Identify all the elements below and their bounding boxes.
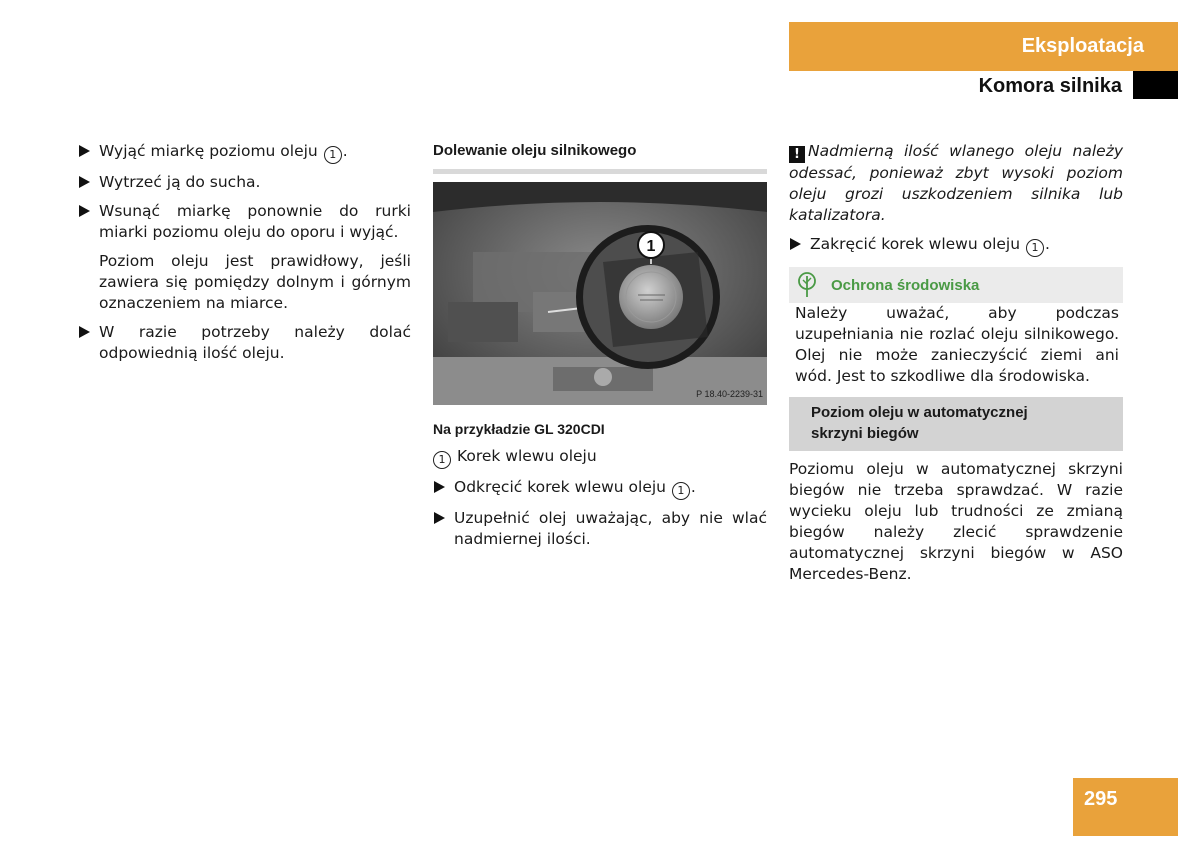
engine-photo xyxy=(433,182,767,405)
image-caption: Na przykładzie GL 320CDI xyxy=(433,421,605,437)
callout-number: 1 xyxy=(1026,239,1044,257)
callout-number: 1 xyxy=(324,146,342,164)
bullet-triangle-icon xyxy=(790,238,801,250)
step-insert-dipstick: Wsunąć miarkę ponownie do rurki miarki poziomu oleju do oporu i wyjąć. xyxy=(78,201,411,243)
legend-text: Korek wlewu oleju xyxy=(456,447,597,465)
column-2 xyxy=(433,141,767,558)
section-heading: Dolewanie oleju silnikowego xyxy=(433,142,637,159)
bullet-triangle-icon xyxy=(434,512,445,524)
step-close-cap: Zakręcić korek wlewu oleju 1 . xyxy=(789,234,1123,257)
page-number: 295 xyxy=(1073,778,1178,836)
image-code: P 18.40-2239-31 xyxy=(696,389,763,399)
subsection-title: Komora silnika xyxy=(978,75,1122,97)
bullet-triangle-icon xyxy=(79,145,90,157)
subsection-marker xyxy=(1133,71,1178,99)
legend-number: 1 xyxy=(433,451,451,469)
warning-note: ! Nadmierną ilość wlanego oleju należy odessać, ponieważ zbyt wysoki poziom oleju grozi uszkodzeniem silnika lub katalizatora. xyxy=(789,142,1123,224)
step-unscrew-cap: Odkręcić korek wlewu oleju 1 . xyxy=(433,477,767,500)
step-top-up-oil: Uzupełnić olej uważając, aby nie wlać nadmiernej ilości. xyxy=(433,508,767,550)
bullet-triangle-icon xyxy=(79,205,90,217)
oil-level-note: Poziom oleju jest prawidłowy, jeśli zawiera się pomiędzy dolnym i górnym oznaczeniem na miarce. xyxy=(99,252,411,312)
environment-title: Ochrona środowiska xyxy=(831,276,980,294)
bullet-triangle-icon xyxy=(79,326,90,338)
image-legend xyxy=(433,446,767,469)
callout-number: 1 xyxy=(672,482,690,500)
environment-note xyxy=(789,267,1123,393)
engine-compartment-illustration xyxy=(433,182,767,405)
step-add-oil: W razie potrzeby należy dolać odpowiednią ilość oleju. xyxy=(78,322,411,364)
bullet-triangle-icon xyxy=(79,176,90,188)
environment-text: Należy uważać, aby podczas uzupełniania nie rozlać oleju silnikowego. Olej nie może zanieczyścić ziemi ani wód. Jest to szkodliwe dla środowiska. xyxy=(789,303,1123,387)
heading-divider xyxy=(433,169,767,174)
subsection-heading-box: Poziom oleju w automatycznej skrzyni biegów xyxy=(789,397,1123,451)
step-remove-dipstick: Wyjąć miarkę poziomu oleju 1 . xyxy=(78,141,411,164)
automatic-gearbox-text: Poziomu oleju w automatycznej skrzyni biegów nie trzeba sprawdzać. W razie wycieku oleju lub trudności ze zmianą biegów należy zlecić sprawdzenie automatycznej skrzyni biegów w ASO Mercedes-Benz. xyxy=(789,460,1123,583)
warning-icon: ! xyxy=(789,146,805,163)
column-3 xyxy=(789,141,1123,585)
bullet-triangle-icon xyxy=(434,481,445,493)
leaf-icon xyxy=(797,272,817,298)
image-callout-1: 1 xyxy=(646,238,656,255)
step-wipe-dipstick: Wytrzeć ją do sucha. xyxy=(78,172,411,193)
column-1 xyxy=(78,141,411,372)
environment-header xyxy=(789,267,1123,303)
section-title: Eksploatacja xyxy=(1021,35,1144,57)
